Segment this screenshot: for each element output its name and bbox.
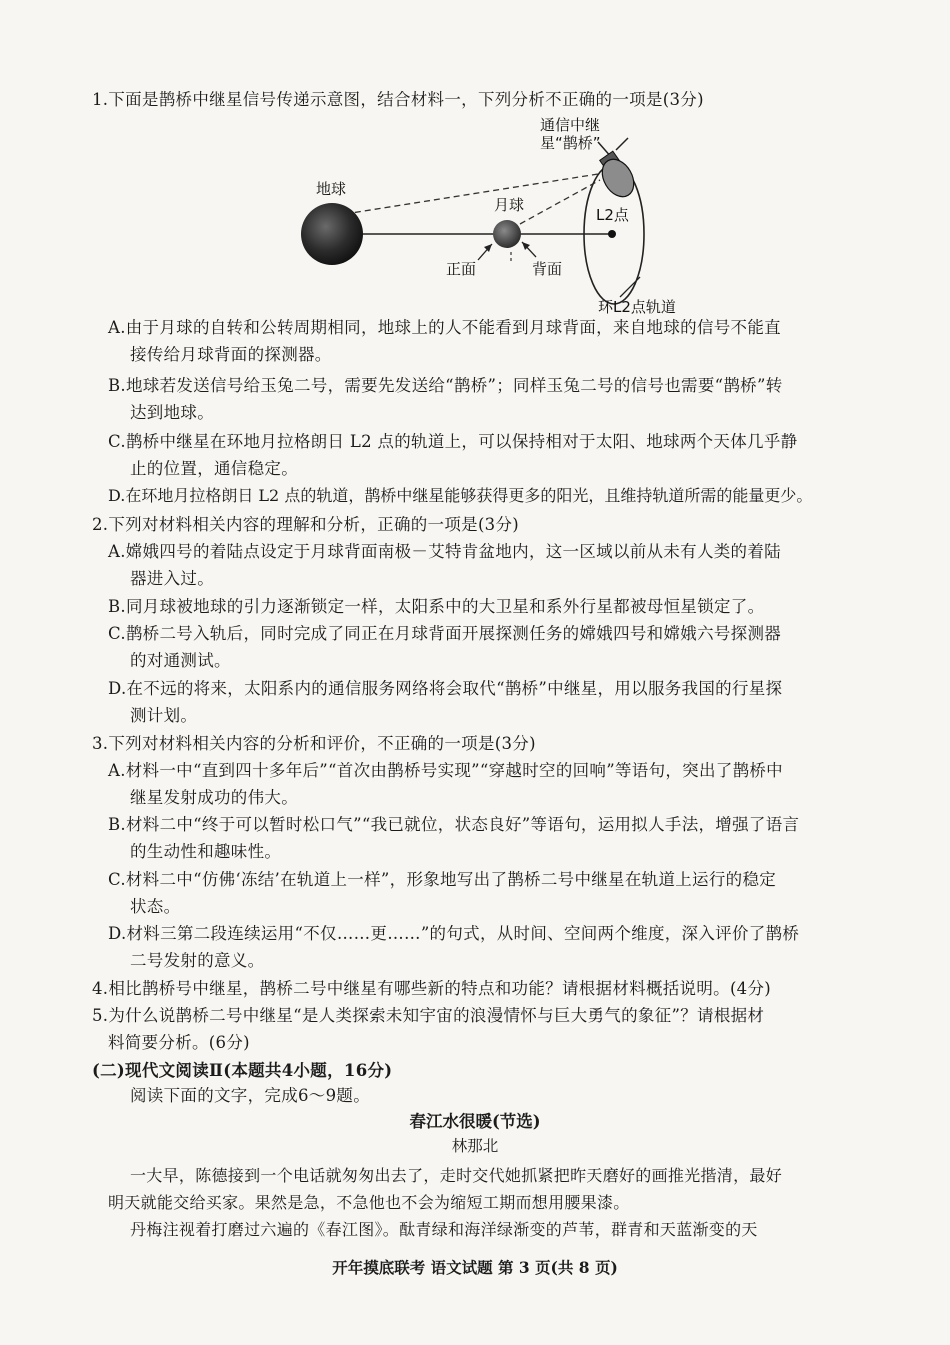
- article-title: 春江水很暖(节选): [409, 1112, 541, 1131]
- q1-option-c-line2: 止的位置，通信稳定。: [130, 459, 298, 478]
- article-para1-line2: 明天就能交给买家。果然是急，不急他也不会为缩短工期而想用腰果漆。: [108, 1193, 630, 1212]
- q3-option-d-line2: 二号发射的意义。: [130, 951, 265, 970]
- q3-option-a-line1: A.材料一中“直到四十多年后”“首次由鹊桥号实现”“穿越时空的回响”等语句，突出了鹊桥中: [108, 761, 783, 780]
- article-author: 林那北: [451, 1137, 499, 1155]
- section-2-heading: (二)现代文阅读Ⅱ(本题共4小题，16分): [92, 1061, 393, 1080]
- satellite-icon: [596, 138, 640, 202]
- q3-option-b-line2: 的生动性和趣味性。: [130, 842, 282, 861]
- q3-option-c-line2: 状态。: [130, 897, 181, 916]
- front-label: 正面: [446, 260, 477, 278]
- q2-option-a-line2: 器进入过。: [130, 569, 214, 588]
- q2-option-d-line1: D.在不远的将来，太阳系内的通信服务网络将会取代“鹊桥”中继星，用以服务我国的行星探: [108, 679, 783, 698]
- q1-option-b-line2: 达到地球。: [130, 403, 214, 422]
- earth-icon: [301, 203, 363, 265]
- q1-option-d-line1: D.在环地月拉格朗日 L2 点的轨道，鹊桥中继星能够获得更多的阳光，且维持轨道所需的能量更少。: [108, 486, 813, 505]
- l2-point: [608, 230, 616, 238]
- q1-option-c-line1: C.鹊桥中继星在环地月拉格朗日 L2 点的轨道上，可以保持相对于太阳、地球两个天体几乎静: [108, 432, 798, 451]
- q1-option-b-line1: B.地球若发送信号给玉兔二号，需要先发送给“鹊桥”；同样玉兔二号的信号也需要“鹊桥”转: [108, 376, 783, 395]
- l2-label: L2点: [596, 206, 629, 224]
- page-footer: 开年摸底联考 语文试题 第 3 页(共 8 页): [332, 1258, 618, 1277]
- question-1-stem: 1.下面是鹊桥中继星信号传递示意图，结合材料一，下列分析不正确的一项是(3分): [92, 90, 704, 109]
- back-label: 背面: [532, 260, 563, 278]
- q2-option-d-line2: 测计划。: [130, 706, 198, 725]
- q3-option-a-line2: 继星发射成功的伟大。: [130, 788, 298, 807]
- q3-option-b-line1: B.材料二中“终于可以暂时松口气”“我已就位，状态良好”等语句，运用拟人手法，增强了语言: [108, 815, 800, 834]
- satellite-label-line1: 通信中继: [540, 116, 601, 134]
- q3-option-d-line1: D.材料三第二段连续运用“不仅……更……”的句式，从时间、空间两个维度，深入评价了鹊桥: [108, 924, 800, 943]
- article-para1-line1: 一大早，陈德接到一个电话就匆匆出去了，走时交代她抓紧把昨天磨好的画推光揩清，最好: [130, 1166, 783, 1185]
- q1-option-a-line2: 接传给月球背面的探测器。: [130, 345, 332, 364]
- question-2-stem: 2.下列对材料相关内容的理解和分析，正确的一项是(3分): [92, 515, 520, 534]
- article-para2-line1: 丹梅注视着打磨过六遍的《春江图》。酞青绿和海洋绿渐变的芦苇，群青和天蓝渐变的天: [130, 1220, 758, 1239]
- section-2-instruction: 阅读下面的文字，完成6～9题。: [130, 1086, 370, 1105]
- question-5-line2: 料简要分析。(6分): [108, 1033, 250, 1052]
- satellite-label-line2: 星“鹊桥”: [540, 134, 601, 152]
- signal-line-earth-satellite: [345, 174, 598, 214]
- question-4-stem: 4.相比鹊桥号中继星，鹊桥二号中继星有哪些新的特点和功能？请根据材料概括说明。(4分): [92, 979, 772, 998]
- question-5-line1: 5.为什么说鹊桥二号中继星“是人类探索未知宇宙的浪漫情怀与巨大勇气的象征”？请根据材: [92, 1006, 765, 1025]
- moon-label: 月球: [494, 196, 525, 214]
- q3-option-c-line1: C.材料二中“仿佛‘冻结’在轨道上一样”，形象地写出了鹊桥二号中继星在轨道上运行的稳定: [108, 870, 777, 889]
- relay-signal-diagram: [0, 112, 950, 332]
- q2-option-c-line1: C.鹊桥二号入轨后，同时完成了同正在月球背面开展探测任务的嫦娥四号和嫦娥六号探测器: [108, 624, 782, 643]
- q2-option-c-line2: 的对通测试。: [130, 651, 231, 670]
- earth-label: 地球: [316, 180, 347, 198]
- orbit-label: 环L2点轨道: [598, 298, 676, 316]
- q1-option-a-line1: A.由于月球的自转和公转周期相同，地球上的人不能看到月球背面，来自地球的信号不能直: [108, 318, 781, 337]
- question-3-stem: 3.下列对材料相关内容的分析和评价，不正确的一项是(3分): [92, 734, 536, 753]
- moon-icon: [493, 220, 521, 248]
- q2-option-a-line1: A.嫦娥四号的着陆点设定于月球背面南极－艾特肯盆地内，这一区域以前从未有人类的着陆: [108, 542, 781, 561]
- q2-option-b-line1: B.同月球被地球的引力逐渐锁定一样，太阳系中的大卫星和系外行星都被母恒星锁定了。: [108, 597, 765, 616]
